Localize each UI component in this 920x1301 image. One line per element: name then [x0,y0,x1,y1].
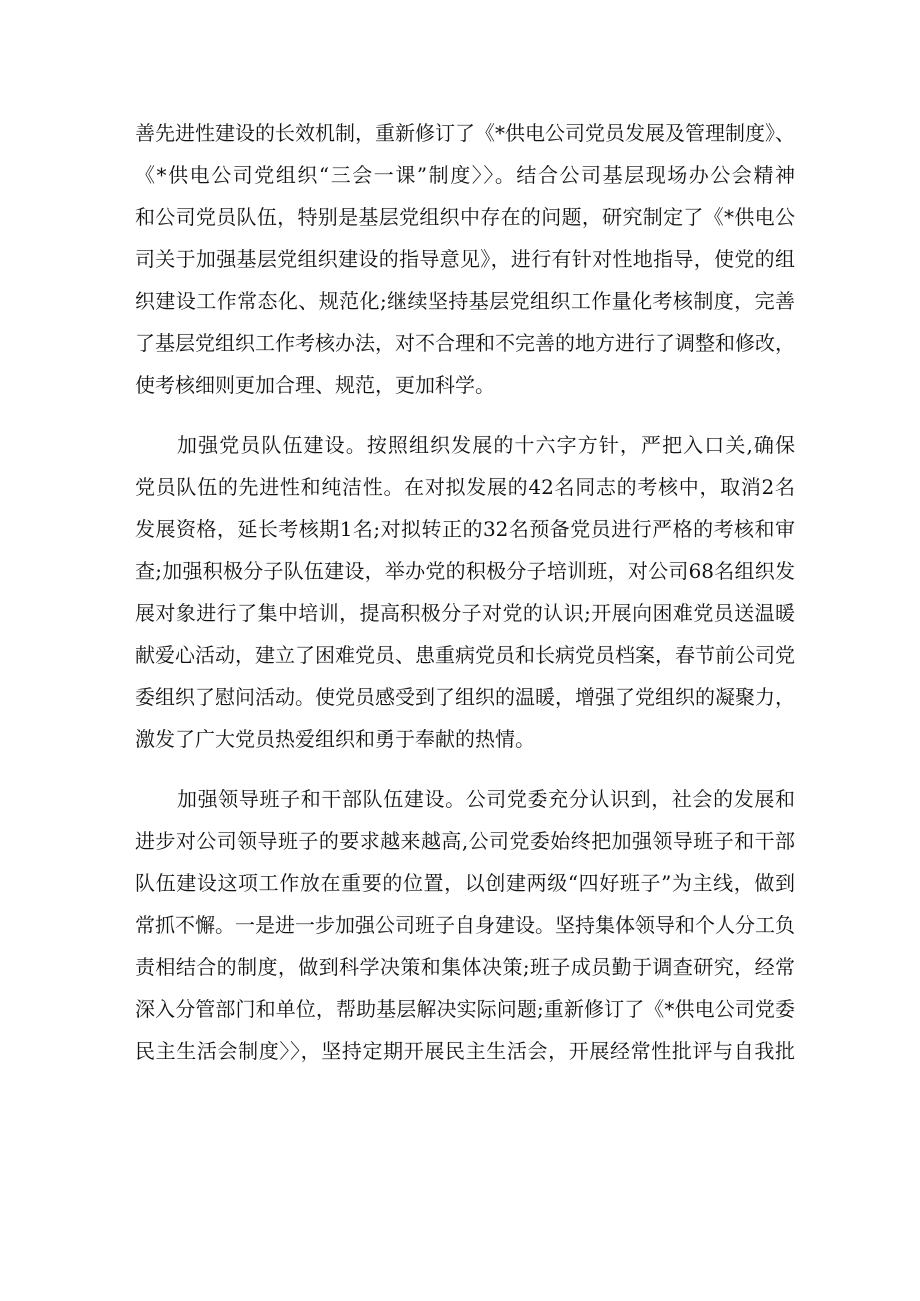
text-line: 《*供电公司党组织“三会一课”制度〉〉。结合公司基层现场办公会精神 [135,163,795,187]
text-line: 善先进性建设的长效机制，重新修订了《*供电公司党员发展及管理制度》、 [135,121,795,145]
text-line: 司关于加强基层党组织建设的指导意见》，进行有针对性地指导，使党的组 [135,247,795,271]
text-line: 发展资格，延长考核期1名;对拟转正的32名预备党员进行严格的考核和审 [135,517,795,541]
paragraph [135,778,795,1072]
paragraph-gap [135,406,795,424]
text-line: 和公司党员队伍，特别是基层党组织中存在的问题，研究制定了《*供电公 [135,205,795,229]
paragraph [135,112,795,406]
text-line: 党员队伍的先进性和纯洁性。在对拟发展的42名同志的考核中，取消2名 [135,475,795,499]
text-line: 献爱心活动，建立了困难党员、患重病党员和长病党员档案，春节前公司党 [135,643,795,667]
document-body [135,112,795,1072]
text-line: 责相结合的制度，做到科学决策和集体决策;班子成员勤于调查研究，经常 [135,955,795,979]
text-line: 深入分管部门和单位，帮助基层解决实际问题;重新修订了《*供电公司党委 [135,997,795,1021]
text-line: 展对象进行了集中培训，提高积极分子对党的认识;开展向困难党员送温暖 [135,601,795,625]
text-line: 使考核细则更加合理、规范，更加科学。 [135,373,495,397]
paragraph-gap [135,760,795,778]
text-line: 队伍建设这项工作放在重要的位置，以创建两级“四好班子”为主线，做到 [135,871,795,895]
text-line: 了基层党组织工作考核办法，对不合理和不完善的地方进行了调整和修改， [135,331,795,355]
text-line: 民主生活会制度〉〉，坚持定期开展民主生活会，开展经常性批评与自我批 [135,1039,795,1063]
text-line: 常抓不懈。一是进一步加强公司班子自身建设。坚持集体领导和个人分工负 [135,913,795,937]
text-line: 查;加强积极分子队伍建设，举办党的积极分子培训班，对公司68名组织发 [135,559,795,583]
text-line: 进步对公司领导班子的要求越来越高,公司党委始终把加强领导班子和干部 [135,829,795,853]
text-line: 委组织了慰问活动。使党员感受到了组织的温暖，增强了党组织的凝聚力， [135,685,795,709]
text-line: 织建设工作常态化、规范化;继续坚持基层党组织工作量化考核制度，完善 [135,289,795,313]
text-line: 加强党员队伍建设。按照组织发展的十六字方针，严把入口关,确保 [177,433,795,457]
text-line: 激发了广大党员热爱组织和勇于奉献的热情。 [135,727,535,751]
text-line: 加强领导班子和干部队伍建设。公司党委充分认识到，社会的发展和 [177,787,795,811]
paragraph [135,424,795,760]
